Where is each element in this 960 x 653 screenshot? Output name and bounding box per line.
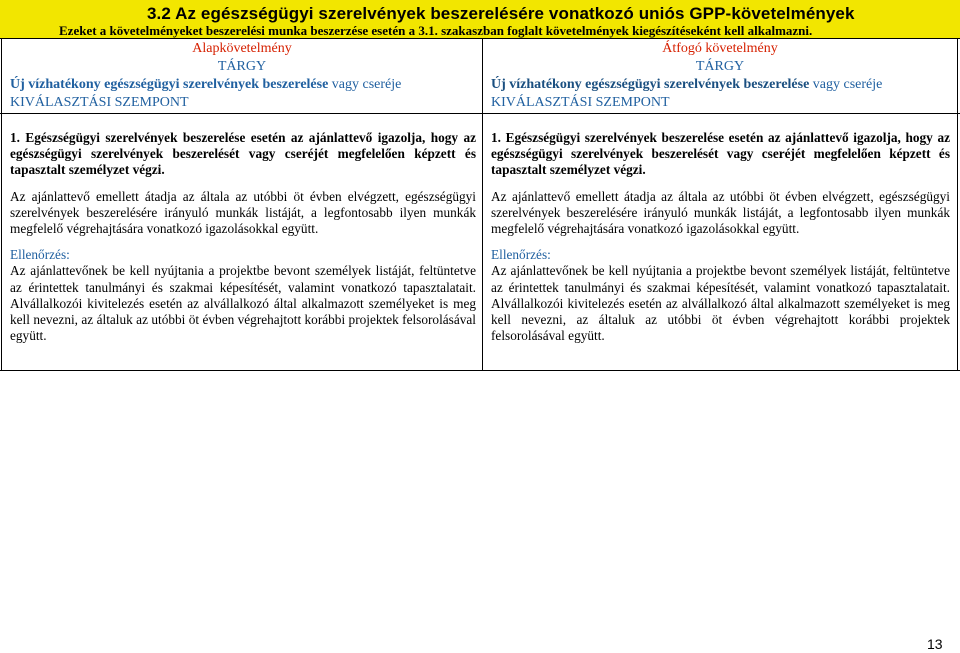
verification-text-basic: Az ajánlattevőnek be kell nyújtania a projektbe bevont személyek listáját, feltüntetve az érintettek tanulmányi és szakmai képesítését, valamint vonatkozó tapasztalatait. Alvállalkozói kivitelezés esetén az alvállalkozó által alkalmazott személyeket is meg kell nevezni, az általuk az utóbbi öt évben végrehajtott korábbi projektek felsorolásával együtt.: [10, 263, 476, 344]
verification-label-comprehensive: Ellenőrzés:: [491, 247, 551, 263]
subject-comprehensive-bold: Új vízhatékony egészségügyi szerelvények beszerelése: [491, 77, 810, 92]
subject-label-comprehensive: TÁRGY: [695, 59, 745, 74]
table-top-border: [0, 38, 960, 39]
criteria-label-basic: KIVÁLASZTÁSI SZEMPONT: [10, 95, 189, 110]
table-bottom-border: [0, 370, 960, 371]
verification-label-basic: Ellenőrzés:: [10, 247, 70, 263]
subject-comprehensive-rest: vagy cseréje: [809, 77, 883, 92]
verification-text-comprehensive: Az ajánlattevőnek be kell nyújtania a projektbe bevont személyek listáját, feltüntetve az érintettek tanulmányi és szakmai képesítését, valamint vonatkozó tapasztalatait. Alvállalkozói kivitelezés esetén az alvállalkozó által alkalmazott személyeket is meg kell nevezni, az általuk az utóbbi öt évben végrehajtott korábbi projektek felsorolásával együtt.: [491, 263, 950, 344]
section-title: 3.2 Az egészségügyi szerelvények beszerelésére vonatkozó uniós GPP-követelmények: [147, 4, 855, 23]
criterion-1-basic: 1. Egészségügyi szerelvények beszerelése esetén az ajánlattevő igazolja, hogy az egészségügyi szerelvények beszerelését vagy cseréjét megfelelően képzett és tapasztalt személyzet végzi.: [10, 130, 476, 178]
section-header: [0, 0, 960, 38]
table-column-divider: [482, 38, 483, 371]
criterion-1-detail-basic: Az ajánlattevő emellett átadja az általa az utóbbi öt évben elvégzett, egészségügyi szerelvények beszerelésére irányuló munkák listáját, a legfontosabb ilyen munkák megfelelő végrehajtására vonatkozó igazolásokkal együtt.: [10, 188, 476, 237]
criterion-1-comprehensive: 1. Egészségügyi szerelvények beszerelése esetén az ajánlattevő igazolja, hogy az egészségügyi szerelvények beszerelését vagy cseréjét megfelelően képzett és tapasztalt személyzet végzi.: [491, 130, 950, 178]
column-heading-basic: Alapkövetelmény: [192, 41, 292, 56]
subject-basic: [10, 77, 401, 93]
section-subtitle: Ezeket a követelményeket beszerelési munka beszerzése esetén a 3.1. szakaszban foglalt követelmények kiegészítéseként kell alkalmazni.: [59, 23, 813, 38]
criteria-body-comprehensive: [491, 130, 950, 354]
page-number: 13: [927, 636, 943, 652]
subject-comprehensive: [491, 77, 882, 93]
subject-basic-rest: vagy cseréje: [328, 77, 402, 92]
criterion-1-detail-comprehensive: Az ajánlattevő emellett átadja az általa az utóbbi öt évben elvégzett, egészségügyi szerelvények beszerelésére irányuló munkák listáját, a legfontosabb ilyen munkák megfelelő végrehajtására vonatkozó igazolásokkal együtt.: [491, 188, 950, 237]
subject-label-basic: TÁRGY: [217, 59, 267, 74]
criteria-body-basic: [10, 130, 476, 354]
column-heading-comprehensive: Átfogó követelmény: [662, 41, 778, 56]
table-header-border: [0, 113, 960, 114]
subject-basic-bold: Új vízhatékony egészségügyi szerelvények beszerelése: [10, 77, 329, 92]
criteria-label-comprehensive: KIVÁLASZTÁSI SZEMPONT: [491, 95, 670, 110]
table-right-border: [957, 38, 958, 371]
table-left-border: [1, 38, 2, 371]
